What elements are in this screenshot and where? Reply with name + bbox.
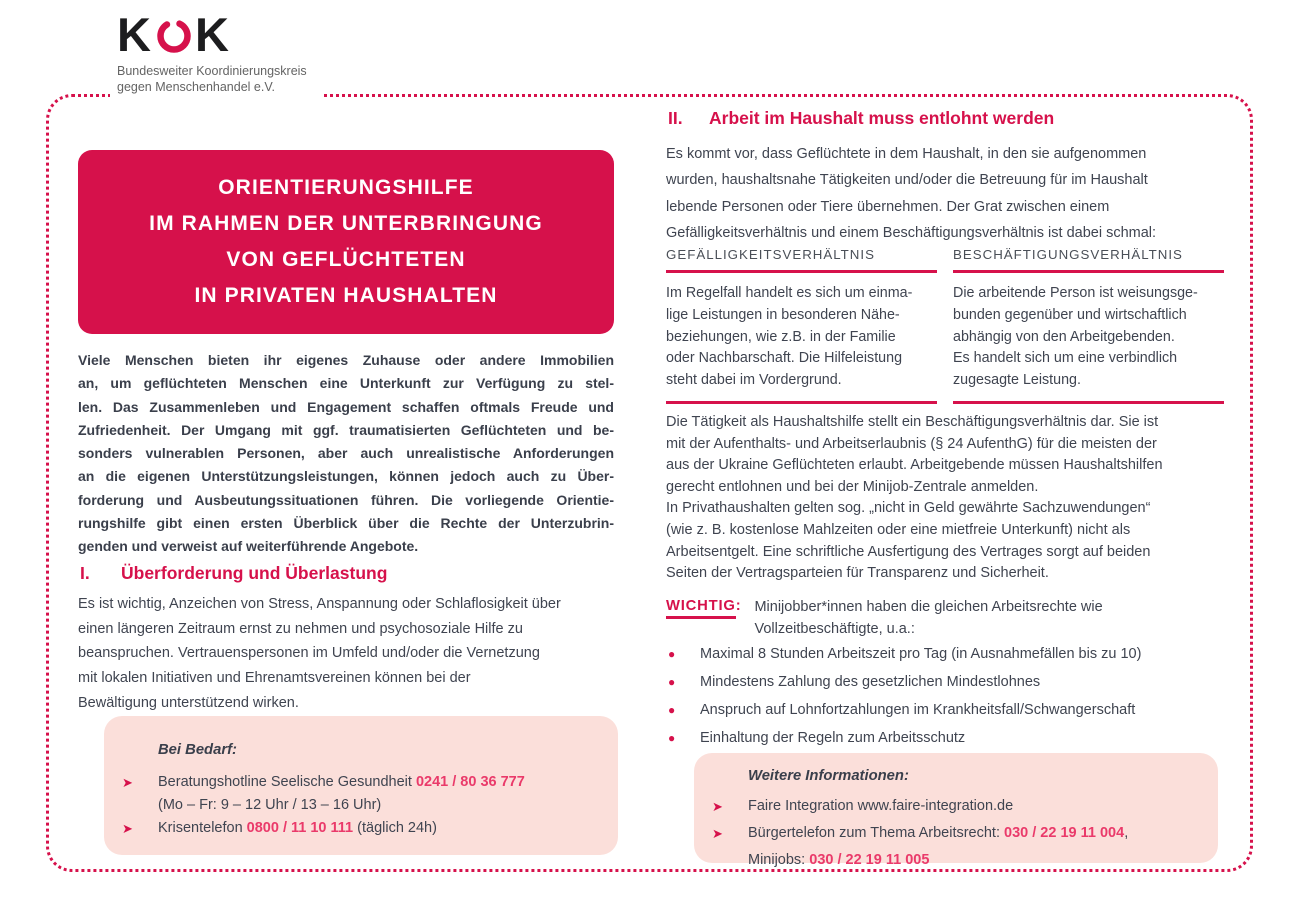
text-line: Im Regelfall handelt es sich um einma- xyxy=(666,285,913,301)
phone-number: 030 / 22 19 11 004 xyxy=(1004,825,1125,841)
dot-bullet-icon: ● xyxy=(668,703,676,717)
text-line: zugesagte Leistung. xyxy=(953,372,1081,389)
intro-paragraph xyxy=(78,349,614,559)
comparison-col-favor xyxy=(666,245,937,404)
important-note xyxy=(666,596,1226,641)
hotline-entry: Beratungshotline Seelische Gesundheit 0241 / 80 36 777 (Mo – Fr: 9 – 12 Uhr / 13 – 16 Uhr) xyxy=(158,774,525,813)
text-line: beanspruchen. Vertrauenspersonen im Umfeld und/oder die Vernetzung xyxy=(78,645,540,662)
logo-open-ring-icon xyxy=(154,15,194,60)
divider xyxy=(666,401,937,404)
list-item: ● Anspruch auf Lohnfortzahlungen im Krankheitsfall/Schwangerschaft xyxy=(668,702,1136,718)
text-line: VON GEFLÜCHTETEN xyxy=(226,248,466,271)
text-line: oder Nachbarschaft. Die Hilfeleistung xyxy=(666,350,903,367)
text-line: Vollzeitbeschäftigte, u.a.: xyxy=(754,621,915,638)
kok-wordmark xyxy=(117,10,307,60)
section2-title: Arbeit im Haushalt muss entlohnt werden xyxy=(709,108,1055,128)
text-line: wurden, haushaltsnahe Tätigkeiten und/oder die Betreuung für im Haushalt xyxy=(666,172,1148,189)
logo-letter-k: K xyxy=(117,8,152,61)
divider xyxy=(666,270,937,273)
text-line: Arbeitsentgelt. Eine schriftliche Ausfertigung des Vertrages sorgt auf beiden xyxy=(666,543,1151,560)
text-line: IM RAHMEN DER UNTERBRINGUNG xyxy=(149,212,543,235)
list-item xyxy=(122,817,600,840)
text-line: forderung und Ausbeutungssituationen führen. Die vorliegende Orientie- xyxy=(78,491,614,508)
phone-number: 0800 / 11 10 111 xyxy=(246,820,354,836)
text-line: bunden gegenüber und wirtschaftlich xyxy=(953,306,1187,323)
comparison-table xyxy=(666,245,1224,404)
text-line: Viele Menschen bieten ihr eigenes Zuhause oder andere Immobilien xyxy=(78,352,614,368)
list-item: ● Einhaltung der Regeln zum Arbeitsschutz xyxy=(668,730,966,746)
list-item xyxy=(122,771,600,817)
title-banner xyxy=(78,150,614,334)
text-line: mit lokalen Initiativen und Ehrenamtsvereinen können bei der xyxy=(78,670,471,687)
text-line: (wie z. B. kostenlose Mahlzeiten oder eine mietfreie Unterkunft) nicht als xyxy=(666,521,1131,538)
comparison-col2-body xyxy=(953,283,1224,393)
comparison-col1-header: GEFÄLLIGKEITSVERHÄLTNIS xyxy=(666,247,875,262)
logo-letter-k: K xyxy=(194,8,230,61)
list-item: ● Mindestens Zahlung des gesetzlichen Mindestlohnes xyxy=(668,674,1041,690)
text-line: an die eigenen Unterstützungsleistungen, können jedoch auch zu Über- xyxy=(78,468,614,485)
section2-heading xyxy=(668,108,1054,129)
text-line: aus der Ukraine Geflüchteten erlaubt. Arbeitgebende müssen Haushaltshilfen xyxy=(666,457,1163,474)
section1-heading xyxy=(80,563,387,584)
divider xyxy=(953,401,1224,404)
need-info-box xyxy=(104,716,618,855)
text-line: genden und verweist auf weiterführende Angebote. xyxy=(78,538,419,555)
section2-intro-paragraph xyxy=(666,141,1226,246)
text-line: ORIENTIERUNGSHILFE xyxy=(218,176,474,199)
kok-logo xyxy=(117,10,307,95)
text-line: Es kommt vor, dass Geflüchtete in dem Haushalt, in den sie aufgenommen xyxy=(666,146,1147,162)
logo-subtitle-line1: Bundesweiter Koordinierungskreis xyxy=(117,64,307,78)
text-line: Zufriedenheit. Der Umgang mit ggf. traumatisierten Geflüchteten und be- xyxy=(78,421,614,438)
buergertelefon-entry: Bürgertelefon zum Thema Arbeitsrecht: 030 / 22 19 11 004, Minijobs: 030 / 22 19 11 005 xyxy=(748,825,1129,868)
crisis-phone-entry: Krisentelefon 0800 / 11 10 111 (täglich 24h) xyxy=(158,820,437,836)
section1-paragraph xyxy=(78,592,614,716)
dot-bullet-icon: ● xyxy=(668,647,676,661)
logo-subtitle-line2: gegen Menschenhandel e.V. xyxy=(117,80,276,94)
text-line: Minijobber*innen haben die gleichen Arbeitsrechte wie xyxy=(754,599,1103,615)
rights-bullet-list xyxy=(666,640,1226,752)
list-item xyxy=(712,793,1200,820)
list-item xyxy=(712,820,1200,874)
dot-bullet-icon: ● xyxy=(668,675,676,689)
important-label: WICHTIG: xyxy=(666,596,741,641)
text-line: lebende Personen oder Tiere übernehmen. Der Grat zwischen einem xyxy=(666,198,1110,215)
text-line: rungshilfe gibt einen ersten Überblick über die Rechte der Unterzubrin- xyxy=(78,515,614,532)
list-item: ● Maximal 8 Stunden Arbeitszeit pro Tag (in Ausnahmefällen bis zu 10) xyxy=(668,646,1142,662)
text-line: Es ist wichtig, Anzeichen von Stress, Anspannung oder Schlaflosigkeit über xyxy=(78,596,561,612)
text-line: beziehungen, wie z.B. in der Familie xyxy=(666,328,896,345)
arrow-bullet-icon: ➤ xyxy=(122,821,133,836)
hotline-hours: (Mo – Fr: 9 – 12 Uhr / 13 – 16 Uhr) xyxy=(158,797,382,813)
text-line: mit der Aufenthalts- und Arbeitserlaubnis (§ 24 AufenthG) für die meisten der xyxy=(666,435,1157,452)
dot-bullet-icon: ● xyxy=(668,731,676,745)
arrow-bullet-icon: ➤ xyxy=(122,775,133,790)
section1-title: Überforderung und Überlastung xyxy=(121,563,388,583)
faire-integration-entry: Faire Integration www.faire-integration.de xyxy=(748,798,1014,814)
text-line: einen längeren Zeitraum ernst zu nehmen und psychosoziale Hilfe zu xyxy=(78,620,523,637)
text-line: sonders vulnerablen Personen, aber auch unrealistische Anforderungen xyxy=(78,445,614,462)
arrow-bullet-icon: ➤ xyxy=(712,826,723,841)
text-line: lige Leistungen in besonderen Nähe- xyxy=(666,306,900,323)
text-line: steht dabei im Vordergrund. xyxy=(666,372,842,389)
text-line: Die arbeitende Person ist weisungsge- xyxy=(953,285,1198,301)
text-line: Gefälligkeitsverhältnis und einem Beschäftigungsverhältnis ist dabei schmal: xyxy=(666,224,1157,241)
text-line: Es handelt sich um eine verbindlich xyxy=(953,350,1178,367)
more-info-box xyxy=(694,753,1218,868)
divider xyxy=(953,270,1224,273)
text-line: IN PRIVATEN HAUSHALTEN xyxy=(194,284,498,307)
logo-subtitle xyxy=(117,63,307,95)
phone-number: 0241 / 80 36 777 xyxy=(415,774,525,790)
text-line: Bewältigung unterstützend wirken. xyxy=(78,694,299,711)
text-line: Seiten der Vertragsparteien für Transparenz und Sicherheit. xyxy=(666,565,1049,582)
text-line: an, um geflüchteten Menschen eine Unterkunft zur Verfügung zu stel- xyxy=(78,375,614,392)
comparison-col1-body xyxy=(666,283,937,393)
phone-number: 030 / 22 19 11 005 xyxy=(809,852,930,868)
text-line: gerecht entlohnen und bei der Minijob-Zentrale anmelden. xyxy=(666,478,1039,495)
section2-number: II. xyxy=(668,108,683,128)
section1-number: I. xyxy=(80,563,90,583)
comparison-col-employment xyxy=(953,245,1224,404)
section2-paragraph xyxy=(666,412,1226,585)
text-line: abhängig von den Arbeitgebenden. xyxy=(953,328,1175,345)
text-line: Die Tätigkeit als Haushaltshilfe stellt ein Beschäftigungsverhältnis dar. Sie ist xyxy=(666,414,1159,430)
important-text xyxy=(754,596,1102,641)
comparison-col2-header: BESCHÄFTIGUNGSVERHÄLTNIS xyxy=(953,247,1183,262)
need-box-title: Bei Bedarf: xyxy=(158,742,237,758)
arrow-bullet-icon: ➤ xyxy=(712,799,723,814)
text-line: In Privathaushalten gelten sog. „nicht in Geld gewährte Sachzuwendungen“ xyxy=(666,500,1151,517)
text-line: len. Das Zusammenleben und Engagement schaffen oftmals Freude und xyxy=(78,398,614,415)
info-box-title: Weitere Informationen: xyxy=(748,768,909,784)
